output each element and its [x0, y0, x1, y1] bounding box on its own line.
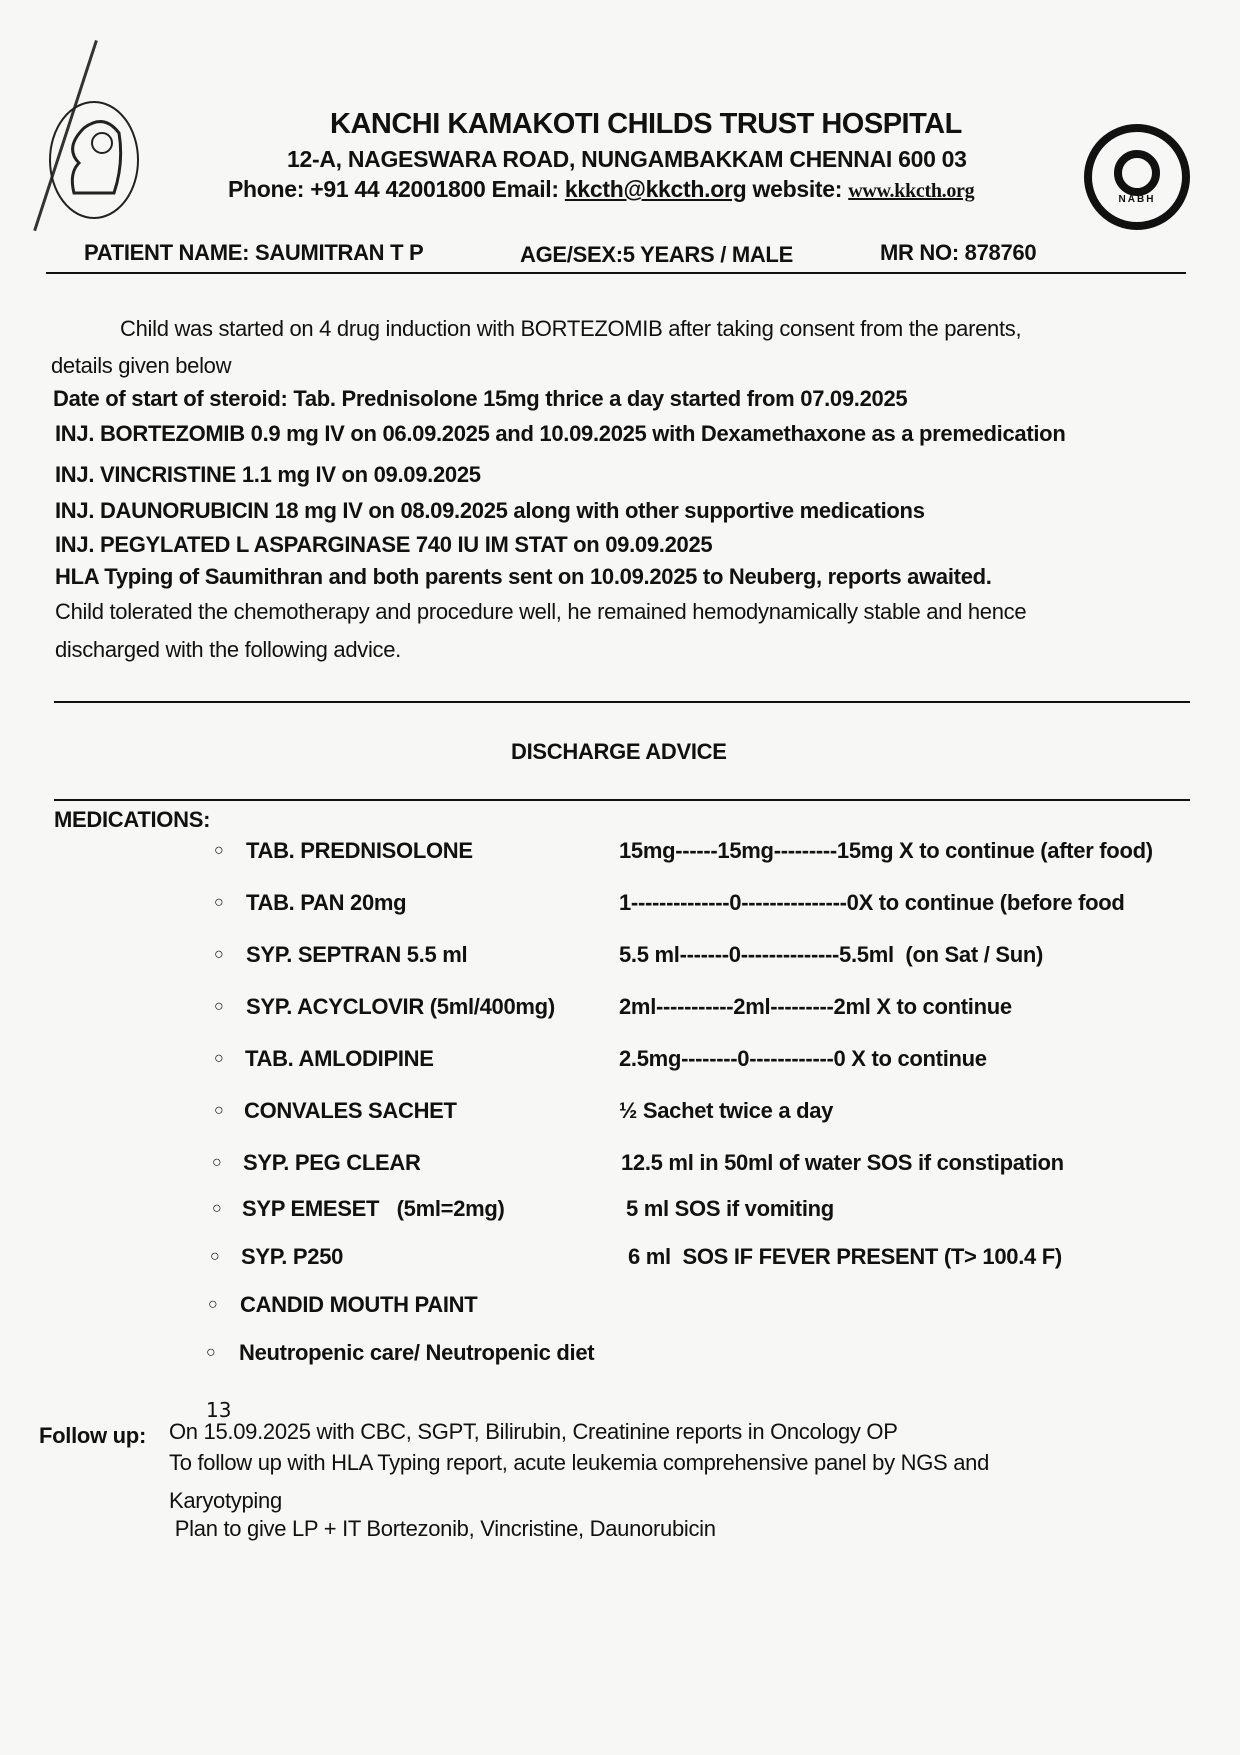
medication-dose: 5 ml SOS if vomiting: [626, 1196, 834, 1221]
follow-up-line: On 15.09.2025 with CBC, SGPT, Bilirubin, Creatinine reports in Oncology OP: [169, 1419, 898, 1444]
follow-up-line: To follow up with HLA Typing report, acute leukemia comprehensive panel by NGS and: [169, 1450, 990, 1475]
bullet-icon: ○: [214, 946, 224, 963]
medication-name: SYP EMESET (5ml=2mg): [242, 1196, 505, 1221]
medication-dose: ½ Sachet twice a day: [619, 1098, 834, 1123]
bullet-icon: ○: [214, 842, 224, 859]
bullet-icon: ○: [210, 1248, 220, 1265]
summary-line: details given below: [51, 353, 232, 378]
bullet-icon: ○: [214, 1050, 224, 1067]
discharge-advice-title: DISCHARGE ADVICE: [511, 739, 727, 764]
medication-name: SYP. ACYCLOVIR (5ml/400mg): [246, 994, 555, 1019]
summary-line: discharged with the following advice.: [55, 637, 401, 662]
nabh-seal-text: NABH: [1118, 194, 1156, 205]
medication-name: SYP. P250: [241, 1244, 344, 1269]
medication-name: TAB. PAN 20mg: [246, 890, 407, 915]
medication-name: SYP. PEG CLEAR: [243, 1150, 421, 1175]
hospital-name: KANCHI KAMAKOTI CHILDS TRUST HOSPITAL: [330, 108, 962, 140]
medication-name: SYP. SEPTRAN 5.5 ml: [246, 942, 468, 967]
bullet-icon: ○: [208, 1296, 218, 1313]
medication-dose: 2.5mg--------0------------0 X to continue: [619, 1046, 987, 1071]
medication-dose: 6 ml SOS IF FEVER PRESENT (T> 100.4 F): [628, 1244, 1062, 1269]
nabh-seal: [1084, 124, 1190, 230]
website-link[interactable]: www.kkcth.org: [848, 180, 975, 202]
hospital-logo: [44, 98, 144, 223]
bullet-icon: ○: [214, 894, 224, 911]
summary-line: Child was started on 4 drug induction with BORTEZOMIB after taking consent from the parents,: [120, 316, 1022, 341]
handwritten-date-correction: 13: [206, 1398, 232, 1422]
bullet-icon: ○: [212, 1200, 222, 1217]
patient-mr-no: MR NO: 878760: [880, 240, 1037, 265]
medication-dose: 1--------------0---------------0X to continue (before food: [619, 890, 1125, 915]
website-label: website:: [752, 176, 843, 202]
medication-dose: 5.5 ml-------0--------------5.5ml (on Sat / Sun): [619, 942, 1044, 967]
divider: [54, 701, 1190, 703]
medication-name: TAB. PREDNISOLONE: [246, 838, 473, 863]
summary-line: HLA Typing of Saumithran and both parents sent on 10.09.2025 to Neuberg, reports awaited.: [55, 564, 992, 589]
summary-line: INJ. PEGYLATED L ASPARGINASE 740 IU IM STAT on 09.09.2025: [55, 532, 713, 557]
summary-line: INJ. VINCRISTINE 1.1 mg IV on 09.09.2025: [55, 462, 481, 487]
medication-dose: 2ml-----------2ml---------2ml X to continue: [619, 994, 1012, 1019]
bullet-icon: ○: [214, 998, 224, 1015]
follow-up-line: Plan to give LP + IT Bortezonib, Vincristine, Daunorubicin: [169, 1516, 716, 1541]
hospital-contact: [228, 176, 974, 203]
follow-up-line: Karyotyping: [169, 1488, 282, 1513]
phone-label: Phone: +91 44 42001800 Email:: [228, 176, 559, 202]
email-link[interactable]: kkcth@kkcth.org: [564, 176, 747, 202]
divider: [46, 272, 1186, 274]
summary-line: INJ. DAUNORUBICIN 18 mg IV on 08.09.2025 along with other supportive medications: [55, 498, 925, 523]
patient-age-sex: AGE/SEX:5 YEARS / MALE: [520, 242, 793, 267]
bullet-icon: ○: [214, 1102, 224, 1119]
medication-name: CANDID MOUTH PAINT: [240, 1292, 478, 1317]
bullet-icon: ○: [212, 1154, 222, 1171]
medication-name: TAB. AMLODIPINE: [245, 1046, 434, 1071]
medication-name: Neutropenic care/ Neutropenic diet: [239, 1340, 595, 1365]
bullet-icon: ○: [206, 1344, 216, 1361]
summary-line: INJ. BORTEZOMIB 0.9 mg IV on 06.09.2025 and 10.09.2025 with Dexamethaxone as a premedication: [55, 421, 1066, 446]
summary-line: Date of start of steroid: Tab. Prednisolone 15mg thrice a day started from 07.09.2025: [53, 386, 908, 411]
follow-up-label: Follow up:: [39, 1423, 146, 1448]
divider: [54, 799, 1190, 801]
medication-name: CONVALES SACHET: [244, 1098, 457, 1123]
summary-line: Child tolerated the chemotherapy and procedure well, he remained hemodynamically stable and hence: [55, 599, 1027, 624]
medications-label: MEDICATIONS:: [54, 807, 211, 832]
hospital-address: 12-A, NAGESWARA ROAD, NUNGAMBAKKAM CHENNAI 600 03: [287, 146, 967, 172]
patient-name: PATIENT NAME: SAUMITRAN T P: [84, 240, 424, 265]
medication-dose: 15mg------15mg---------15mg X to continue (after food): [619, 838, 1153, 863]
medication-dose: 12.5 ml in 50ml of water SOS if constipation: [621, 1150, 1064, 1175]
